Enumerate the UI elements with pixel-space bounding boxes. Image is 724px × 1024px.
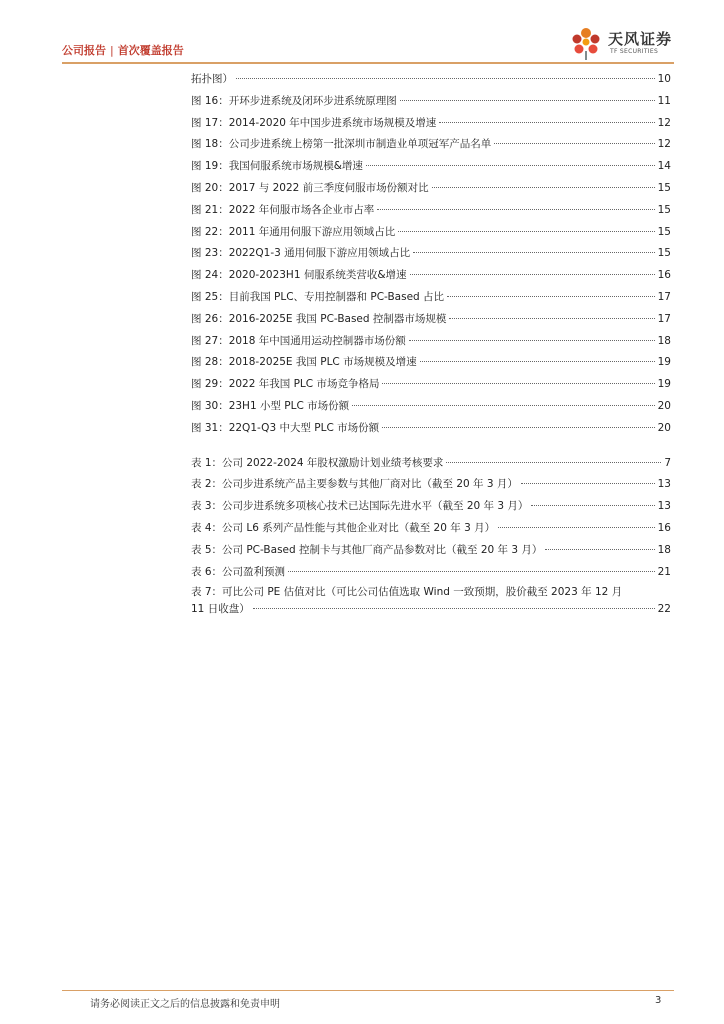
toc-entry-table-3[interactable] bbox=[191, 518, 671, 540]
toc-leader-dots bbox=[410, 274, 655, 275]
toc-leader-dots bbox=[494, 143, 654, 144]
toc-entry-page: 21 bbox=[657, 565, 671, 578]
toc-entry-page: 15 bbox=[657, 225, 671, 238]
toc-entry-figure-12[interactable] bbox=[191, 331, 671, 353]
toc-entry-page: 16 bbox=[657, 269, 671, 282]
toc-entry-figure-1[interactable] bbox=[191, 91, 671, 113]
toc-entry-title: 图 16：开环步进系统及闭环步进系统原理图 bbox=[191, 94, 397, 107]
toc-leader-dots bbox=[288, 571, 655, 572]
toc-entry-table-4[interactable] bbox=[191, 540, 671, 562]
toc-entry-page: 11 bbox=[657, 94, 671, 107]
toc-entry-title: 表 5：公司 PC-Based 控制卡与其他厂商产品参数对比（截至 20 年 3 月） bbox=[191, 543, 543, 556]
toc-entry-table-7[interactable] bbox=[191, 602, 671, 616]
toc-entry-page: 14 bbox=[657, 160, 671, 173]
footer-divider bbox=[62, 990, 674, 991]
report-category bbox=[62, 42, 184, 58]
toc-entry-page: 20 bbox=[657, 399, 671, 412]
toc-entry-page: 12 bbox=[657, 116, 671, 129]
toc-entry-title: 图 22：2011 年通用伺服下游应用领域占比 bbox=[191, 225, 396, 238]
brand-name-en: TF SECURITIES bbox=[610, 48, 659, 55]
toc-leader-dots bbox=[236, 78, 655, 79]
toc-entry-figure-11[interactable] bbox=[191, 309, 671, 331]
toc-leader-dots bbox=[366, 165, 655, 166]
toc-entry-figure-4[interactable] bbox=[191, 156, 671, 178]
toc-entry-figure-13[interactable] bbox=[191, 352, 671, 374]
header-divider bbox=[62, 62, 674, 64]
toc-entry-page: 20 bbox=[657, 421, 671, 434]
toc-entry-title: 图 19：我国伺服系统市场规模&增速 bbox=[191, 160, 363, 173]
toc-entry-page: 18 bbox=[657, 543, 671, 556]
toc-leader-dots bbox=[377, 209, 654, 210]
toc-entry-title: 图 23：2022Q1-3 通用伺服下游应用领域占比 bbox=[191, 247, 411, 260]
brand-logo bbox=[568, 24, 678, 62]
toc-leader-dots bbox=[398, 231, 654, 232]
toc-entry-page: 16 bbox=[657, 521, 671, 534]
toc-entry-page: 15 bbox=[657, 247, 671, 260]
toc-entry-page: 15 bbox=[657, 203, 671, 216]
toc-leader-dots bbox=[352, 405, 654, 406]
header-separator: | bbox=[110, 44, 114, 57]
toc-entry-figure-9[interactable] bbox=[191, 265, 671, 287]
toc-leader-dots bbox=[447, 296, 655, 297]
toc-entry-page: 13 bbox=[657, 478, 671, 491]
toc-entry-figure-14[interactable] bbox=[191, 374, 671, 396]
toc-entry-title: 图 31：22Q1-Q3 中大型 PLC 市场份额 bbox=[191, 421, 380, 434]
toc-entry-page: 7 bbox=[664, 456, 671, 469]
toc-entry-page: 10 bbox=[657, 73, 671, 85]
toc-leader-dots bbox=[382, 427, 654, 428]
toc-entry-page: 12 bbox=[657, 138, 671, 151]
tf-flower-logo-icon bbox=[568, 24, 604, 62]
toc-entry-page: 19 bbox=[657, 356, 671, 369]
figure-list bbox=[191, 69, 671, 440]
toc-leader-dots bbox=[253, 608, 655, 609]
toc-entry-page: 15 bbox=[657, 181, 671, 194]
toc-entry-title: 图 25：目前我国 PLC、专用控制器和 PC-Based 占比 bbox=[191, 290, 445, 303]
toc-entry-table-1[interactable] bbox=[191, 474, 671, 496]
toc-leader-dots bbox=[413, 252, 654, 253]
toc-entry-page: 18 bbox=[657, 334, 671, 347]
toc-entry-figure-16[interactable] bbox=[191, 418, 671, 440]
toc-leader-dots bbox=[545, 549, 654, 550]
toc-entry-figure-15[interactable] bbox=[191, 396, 671, 418]
toc-entry-table-5[interactable] bbox=[191, 562, 671, 584]
toc-leader-dots bbox=[498, 527, 655, 528]
toc-entry-figure-10[interactable] bbox=[191, 287, 671, 309]
table-of-contents bbox=[191, 69, 671, 616]
toc-leader-dots bbox=[400, 100, 655, 101]
toc-entry-title: 表 1：公司 2022-2024 年股权激励计划业绩考核要求 bbox=[191, 456, 444, 469]
toc-entry-table-7-line1[interactable]: 表 7：可比公司 PE 估值对比（可比公司估值选取 Wind 一致预期，股价截至 2023 年 12 月 bbox=[191, 586, 623, 599]
toc-entry-figure-2[interactable] bbox=[191, 113, 671, 135]
toc-entry-title: 图 27：2018 年中国通用运动控制器市场份额 bbox=[191, 334, 406, 347]
list-spacer bbox=[191, 440, 671, 453]
toc-leader-dots bbox=[432, 187, 655, 188]
toc-entry-title: 图 18：公司步进系统上榜第一批深圳市制造业单项冠军产品名单 bbox=[191, 138, 492, 151]
toc-leader-dots bbox=[446, 462, 661, 463]
toc-entry-title: 图 21：2022 年伺服市场各企业市占率 bbox=[191, 203, 375, 216]
brand-name-cn: 天风证券 bbox=[608, 30, 673, 48]
toc-entry-page: 17 bbox=[657, 312, 671, 325]
page-number: 3 bbox=[655, 995, 662, 1006]
toc-entry-title: 图 28：2018-2025E 我国 PLC 市场规模及增速 bbox=[191, 356, 417, 369]
toc-leader-dots bbox=[420, 361, 655, 362]
toc-leader-dots bbox=[449, 318, 654, 319]
toc-entry-title: 表 4：公司 L6 系列产品性能与其他企业对比（截至 20 年 3 月） bbox=[191, 521, 496, 534]
toc-entry-title: 11 日收盘） bbox=[191, 603, 250, 616]
toc-entry-table-2[interactable] bbox=[191, 496, 671, 518]
toc-entry-title: 图 29：2022 年我国 PLC 市场竞争格局 bbox=[191, 378, 380, 391]
toc-entry-title: 拓扑图） bbox=[191, 73, 233, 85]
toc-leader-dots bbox=[382, 383, 654, 384]
report-subtype: 首次覆盖报告 bbox=[117, 44, 184, 57]
toc-leader-dots bbox=[439, 122, 654, 123]
toc-entry-title: 图 24：2020-2023H1 伺服系统类营收&增速 bbox=[191, 269, 407, 282]
toc-entry-title: 图 30：23H1 小型 PLC 市场份额 bbox=[191, 399, 350, 412]
toc-entry-page: 22 bbox=[657, 603, 671, 616]
toc-entry-title: 图 17：2014-2020 年中国步进系统市场规模及增速 bbox=[191, 116, 437, 129]
toc-entry-title: 表 2：公司步进系统产品主要参数与其他厂商对比（截至 20 年 3 月） bbox=[191, 478, 518, 491]
toc-entry-title: 图 26：2016-2025E 我国 PC-Based 控制器市场规模 bbox=[191, 312, 447, 325]
toc-entry-page: 19 bbox=[657, 378, 671, 391]
toc-entry-figure-8[interactable] bbox=[191, 243, 671, 265]
footer-disclaimer: 请务必阅读正文之后的信息披露和免责申明 bbox=[90, 999, 280, 1010]
toc-leader-dots bbox=[531, 505, 654, 506]
toc-leader-dots bbox=[409, 340, 655, 341]
toc-entry-title: 表 6：公司盈利预测 bbox=[191, 565, 286, 578]
toc-entry-figure-7[interactable] bbox=[191, 222, 671, 244]
toc-entry-title: 图 20：2017 与 2022 前三季度伺服市场份额对比 bbox=[191, 181, 429, 194]
toc-entry-table-0[interactable] bbox=[191, 453, 671, 475]
toc-entry-figure-5[interactable] bbox=[191, 178, 671, 200]
toc-leader-dots bbox=[521, 483, 655, 484]
toc-entry-figure-6[interactable] bbox=[191, 200, 671, 222]
report-type: 公司报告 bbox=[62, 44, 106, 57]
toc-entry-page: 13 bbox=[657, 500, 671, 513]
table-list bbox=[191, 453, 671, 584]
toc-entry-page: 17 bbox=[657, 290, 671, 303]
toc-entry-figure-3[interactable] bbox=[191, 134, 671, 156]
toc-entry-figure-0[interactable] bbox=[191, 69, 671, 91]
toc-entry-title: 表 3：公司步进系统多项核心技术已达国际先进水平（截至 20 年 3 月） bbox=[191, 500, 529, 513]
